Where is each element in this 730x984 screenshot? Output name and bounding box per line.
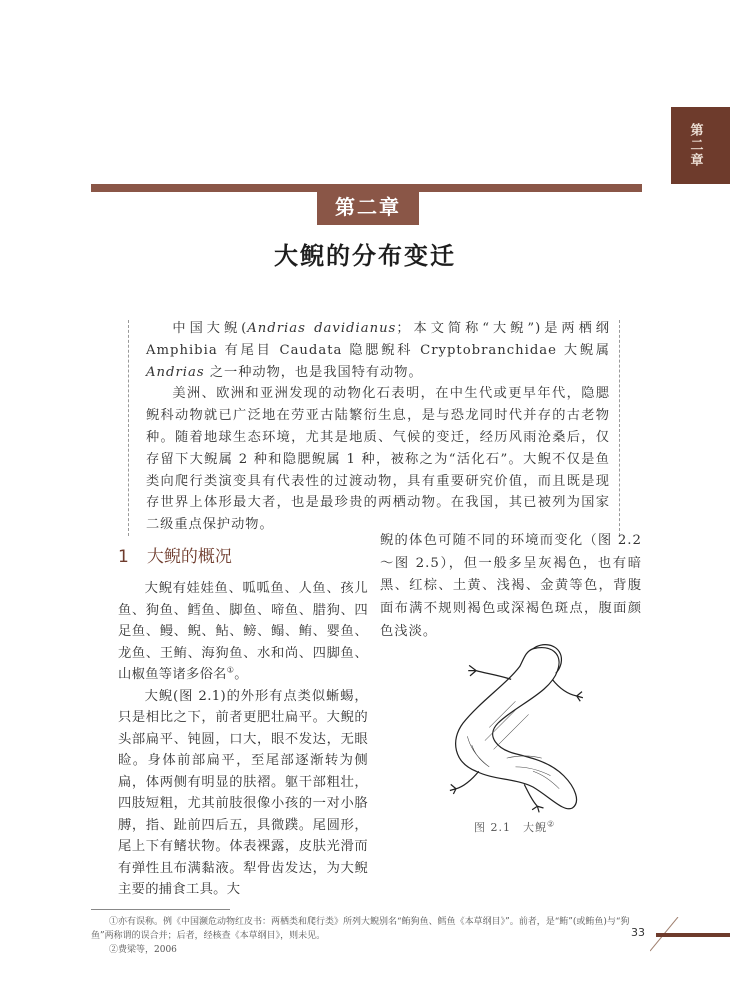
body-paragraph: 大鲵(图 2.1)的外形有点类似蜥蜴，只是相比之下，前者更肥壮扁平。大鲵的头部扁平、钝圆，口大，眼不发达，无眼睑。身体前部扁平，至尾部逐渐转为侧扁，体两侧有明显的肤褶。躯干部粗壮，四肢短粗，尤其前肢很像小孩的一对小胳膊，指、趾前四后五，具微蹼。尾圆形，尾上下有鳍状物。体表裸露，皮肤光滑而有弹性且布满黏液。犁骨齿发达，为大鲵主要的捕食工具。大 (118, 688, 368, 897)
hind-leg-2 (524, 784, 543, 812)
section-heading: 1 大鲵的概况 (118, 547, 232, 567)
intro-box (128, 320, 620, 536)
intro-paragraph-2: 美洲、欧洲和亚洲发现的动物化石表明，在中生代或更早年代，隐腮鲵科动物就已广泛地在劳亚古陆繁衍生息，是与恐龙同时代并存的古老物种。随着地球生态环境，尤其是地质、气候的变迁，经历风雨沧桑后，仅存留下大鲵属 2 种和隐腮鲵属 1 种，被称之为“活化石”。大鲵不仅是鱼类向爬行类演变具有代表性的过渡动物，具有重要研究价值，而且既是现存世界上体形最大者，也是最珍贵的两栖动物。在我国，其已被列为国家二级重点保护动物。 (146, 386, 610, 533)
page-slash-decoration (650, 917, 680, 957)
hind-leg (450, 771, 479, 794)
right-column (380, 530, 642, 644)
figure-caption: 图 2.1 大鲵② (474, 819, 556, 834)
intro-paragraph-1: 中国大鲵(Andrias davidianus；本文简称“大鲵”)是两栖纲 Amphibia 有尾目 Caudata 隐腮鲵科 Cryptobranchidae 大鲵属 Andrias 之一种动物，也是我国特有动物。 (146, 321, 610, 380)
salamander-body (456, 648, 577, 809)
footnote-ref[interactable]: ② (547, 819, 556, 829)
page-footer-bar (656, 933, 730, 937)
chapter-label: 第二章 (317, 189, 419, 225)
footnote-1: ①亦有误称。例《中国濒危动物红皮书：两栖类和爬行类》所列大鲵别名“鲔狗鱼、鳕鱼《本草纲目》”。前者，是“鲔”(或鲔鱼)与“狗鱼”两称谓的误合并；后者，经核查《本草纲目》，则未见。 (91, 917, 630, 941)
footnote-2: ②费梁等，2006 (109, 945, 177, 955)
body-paragraph: 大鲵有娃娃鱼、呱呱鱼、人鱼、孩儿鱼、狗鱼、鳕鱼、脚鱼、啼鱼、腊狗、四足鱼、鳗、鲵、鲇、鳑、鳎、鲔、婴鱼、龙鱼、王鲔、海狗鱼、水和尚、四脚鱼、山椒鱼等诸多俗名①。 (118, 581, 368, 682)
front-leg-2 (552, 679, 583, 701)
footnotes (91, 915, 651, 957)
chapter-side-tab: 第二章 (671, 107, 730, 184)
salamander-illustration (388, 640, 608, 815)
page-number: 33 (631, 926, 645, 939)
left-column (118, 578, 368, 901)
footnote-rule (91, 909, 230, 910)
footnote-ref[interactable]: ① (226, 665, 235, 675)
salamander-head (533, 645, 561, 674)
body-paragraph: 鲵的体色可随不同的环境而变化（图 2.2～图 2.5），但一般多呈灰褐色，也有暗黑、红棕、土黄、浅褐、金黄等色，背腹面布满不规则褐色或深褐色斑点，腹面颜色浅淡。 (380, 533, 642, 639)
front-leg (468, 665, 511, 679)
chapter-title: 大鲵的分布变迁 (274, 241, 456, 270)
